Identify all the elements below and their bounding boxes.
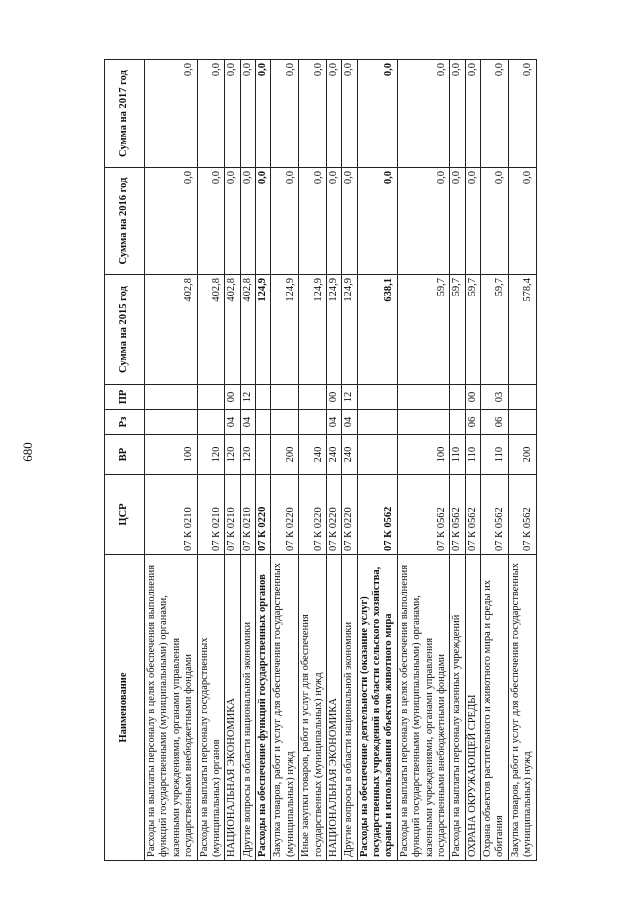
- row-pr: 12: [342, 385, 357, 410]
- row-vr: 200: [271, 435, 299, 475]
- row-sum-2016: 0,0: [508, 168, 536, 275]
- row-sum-2016: 0,0: [397, 168, 450, 275]
- row-pr: 00: [225, 385, 240, 410]
- row-vr: 110: [481, 435, 509, 475]
- table-row: [145, 60, 198, 861]
- row-csr: 07 К 0220: [299, 475, 327, 555]
- budget-table-frame: [104, 60, 565, 861]
- row-csr: 07 К 0562: [397, 475, 450, 555]
- row-sum-2015: 124,9: [326, 275, 341, 385]
- table-row: [326, 60, 341, 861]
- table-row: [299, 60, 327, 861]
- row-vr: [357, 435, 397, 475]
- row-sum-2015: 402,8: [240, 275, 255, 385]
- table-row: [271, 60, 299, 861]
- row-csr: 07 К 0562: [508, 475, 536, 555]
- row-sum-2015: 402,8: [197, 275, 225, 385]
- row-sum-2015: 124,9: [299, 275, 327, 385]
- table-row: [256, 60, 271, 861]
- row-pr: [357, 385, 397, 410]
- table-row: [481, 60, 509, 861]
- row-sum-2016: 0,0: [299, 168, 327, 275]
- row-sum-2017: 0,0: [197, 60, 225, 168]
- row-name: Закупка товаров, работ и услуг для обеспечения государственных (муниципальных) нужд: [508, 555, 536, 861]
- row-name: Расходы на выплаты персоналу в целях обеспечения выполнения функций государственными (муниципальными) органами, казенными учреждениями, органами управления государственными внебюджетными фондами: [145, 555, 198, 861]
- row-vr: 240: [299, 435, 327, 475]
- table-row: [508, 60, 536, 861]
- row-csr: 07 К 0562: [357, 475, 397, 555]
- row-rz: 04: [225, 410, 240, 435]
- row-pr: [271, 385, 299, 410]
- row-rz: [271, 410, 299, 435]
- row-pr: [508, 385, 536, 410]
- row-sum-2015: 402,8: [225, 275, 240, 385]
- row-vr: 240: [342, 435, 357, 475]
- budget-table: [104, 59, 537, 861]
- row-name: Закупка товаров, работ и услуг для обеспечения государственных (муниципальных) нужд: [271, 555, 299, 861]
- row-name: НАЦИОНАЛЬНАЯ ЭКОНОМИКА: [225, 555, 240, 861]
- row-sum-2017: 0,0: [357, 60, 397, 168]
- row-sum-2015: 59,7: [397, 275, 450, 385]
- row-pr: 00: [326, 385, 341, 410]
- header-pr: ПР: [105, 385, 145, 410]
- row-pr: [145, 385, 198, 410]
- row-name: НАЦИОНАЛЬНАЯ ЭКОНОМИКА: [326, 555, 341, 861]
- row-name: Иные закупки товаров, работ и услуг для обеспечения государственных (муниципальных) нужд: [299, 555, 327, 861]
- row-sum-2016: 0,0: [481, 168, 509, 275]
- row-sum-2016: 0,0: [342, 168, 357, 275]
- row-rz: 04: [240, 410, 255, 435]
- row-name: Другие вопросы в области национальной экономики: [240, 555, 255, 861]
- row-sum-2016: 0,0: [326, 168, 341, 275]
- row-csr: 07 К 0210: [145, 475, 198, 555]
- row-sum-2016: 0,0: [225, 168, 240, 275]
- row-csr: 07 К 0562: [450, 475, 465, 555]
- row-vr: 240: [326, 435, 341, 475]
- row-sum-2016: 0,0: [240, 168, 255, 275]
- row-sum-2017: 0,0: [465, 60, 480, 168]
- table-row: [450, 60, 465, 861]
- row-name: Расходы на обеспечение деятельности (оказание услуг) государственных учреждений в области сельского хозяйства, охраны и использования объектов животного мира: [357, 555, 397, 861]
- header-csr: ЦСР: [105, 475, 145, 555]
- row-sum-2017: 0,0: [342, 60, 357, 168]
- row-sum-2017: 0,0: [225, 60, 240, 168]
- row-name: Расходы на выплаты персоналу в целях обеспечения выполнения функций государственными (муниципальными) органами, казенными учреждениями, органами управления государственными внебюджетными фондами: [397, 555, 450, 861]
- row-sum-2017: 0,0: [145, 60, 198, 168]
- row-csr: 07 К 0220: [271, 475, 299, 555]
- row-vr: 110: [465, 435, 480, 475]
- row-pr: [197, 385, 225, 410]
- row-rz: [197, 410, 225, 435]
- table-body: [145, 60, 537, 861]
- header-sum-2015: Сумма на 2015 год: [105, 275, 145, 385]
- row-pr: 03: [481, 385, 509, 410]
- table-row: [342, 60, 357, 861]
- row-rz: [397, 410, 450, 435]
- row-csr: 07 К 0220: [342, 475, 357, 555]
- row-vr: 100: [397, 435, 450, 475]
- budget-table-rotated: [104, 60, 565, 861]
- row-sum-2015: 124,9: [342, 275, 357, 385]
- row-csr: 07 К 0210: [225, 475, 240, 555]
- row-sum-2015: 402,8: [145, 275, 198, 385]
- table-row: [225, 60, 240, 861]
- row-name: Расходы на обеспечение функций государственных органов: [256, 555, 271, 861]
- row-pr: [450, 385, 465, 410]
- table-row: [465, 60, 480, 861]
- row-vr: 100: [145, 435, 198, 475]
- row-pr: 12: [240, 385, 255, 410]
- row-rz: [299, 410, 327, 435]
- row-sum-2016: 0,0: [256, 168, 271, 275]
- table-row: [240, 60, 255, 861]
- row-sum-2015: 59,7: [450, 275, 465, 385]
- row-vr: 110: [450, 435, 465, 475]
- row-sum-2017: 0,0: [397, 60, 450, 168]
- row-sum-2016: 0,0: [465, 168, 480, 275]
- row-rz: [256, 410, 271, 435]
- row-sum-2017: 0,0: [240, 60, 255, 168]
- row-sum-2015: 59,7: [465, 275, 480, 385]
- row-sum-2017: 0,0: [450, 60, 465, 168]
- row-rz: [145, 410, 198, 435]
- table-row: [397, 60, 450, 861]
- row-rz: 04: [342, 410, 357, 435]
- row-pr: 00: [465, 385, 480, 410]
- row-rz: 04: [326, 410, 341, 435]
- row-vr: 200: [508, 435, 536, 475]
- row-name: Охрана объектов растительного и животного мира и среды их обитания: [481, 555, 509, 861]
- row-rz: [450, 410, 465, 435]
- row-sum-2017: 0,0: [326, 60, 341, 168]
- row-sum-2016: 0,0: [450, 168, 465, 275]
- row-vr: 120: [225, 435, 240, 475]
- header-vr: ВР: [105, 435, 145, 475]
- header-sum-2017: Сумма на 2017 год: [105, 60, 145, 168]
- row-sum-2017: 0,0: [256, 60, 271, 168]
- row-csr: 07 К 0562: [481, 475, 509, 555]
- row-rz: [508, 410, 536, 435]
- row-csr: 07 К 0220: [256, 475, 271, 555]
- row-pr: [397, 385, 450, 410]
- row-name: Расходы на выплаты персоналу казенных учреждений: [450, 555, 465, 861]
- table-header-row: [105, 60, 145, 861]
- row-sum-2017: 0,0: [481, 60, 509, 168]
- table-row: [357, 60, 397, 861]
- row-vr: [256, 435, 271, 475]
- row-name: ОХРАНА ОКРУЖАЮЩЕЙ СРЕДЫ: [465, 555, 480, 861]
- row-vr: 120: [240, 435, 255, 475]
- header-sum-2016: Сумма на 2016 год: [105, 168, 145, 275]
- table-row: [197, 60, 225, 861]
- row-sum-2016: 0,0: [271, 168, 299, 275]
- row-csr: 07 К 0562: [465, 475, 480, 555]
- row-pr: [299, 385, 327, 410]
- row-sum-2017: 0,0: [508, 60, 536, 168]
- row-sum-2015: 578,4: [508, 275, 536, 385]
- row-name: Расходы на выплаты персоналу государственных (муниципальных) органов: [197, 555, 225, 861]
- row-rz: [357, 410, 397, 435]
- row-sum-2015: 124,9: [256, 275, 271, 385]
- row-sum-2017: 0,0: [299, 60, 327, 168]
- row-sum-2015: 59,7: [481, 275, 509, 385]
- page-number: 680: [19, 442, 35, 462]
- row-pr: [256, 385, 271, 410]
- row-rz: 06: [481, 410, 509, 435]
- row-vr: 120: [197, 435, 225, 475]
- row-csr: 07 К 0220: [326, 475, 341, 555]
- row-csr: 07 К 0210: [240, 475, 255, 555]
- row-sum-2015: 124,9: [271, 275, 299, 385]
- row-sum-2016: 0,0: [357, 168, 397, 275]
- row-sum-2016: 0,0: [197, 168, 225, 275]
- row-sum-2015: 638,1: [357, 275, 397, 385]
- row-sum-2017: 0,0: [271, 60, 299, 168]
- row-sum-2016: 0,0: [145, 168, 198, 275]
- row-rz: 06: [465, 410, 480, 435]
- row-name: Другие вопросы в области национальной экономики: [342, 555, 357, 861]
- row-csr: 07 К 0210: [197, 475, 225, 555]
- header-rz: Рз: [105, 410, 145, 435]
- header-name: Наименование: [105, 555, 145, 861]
